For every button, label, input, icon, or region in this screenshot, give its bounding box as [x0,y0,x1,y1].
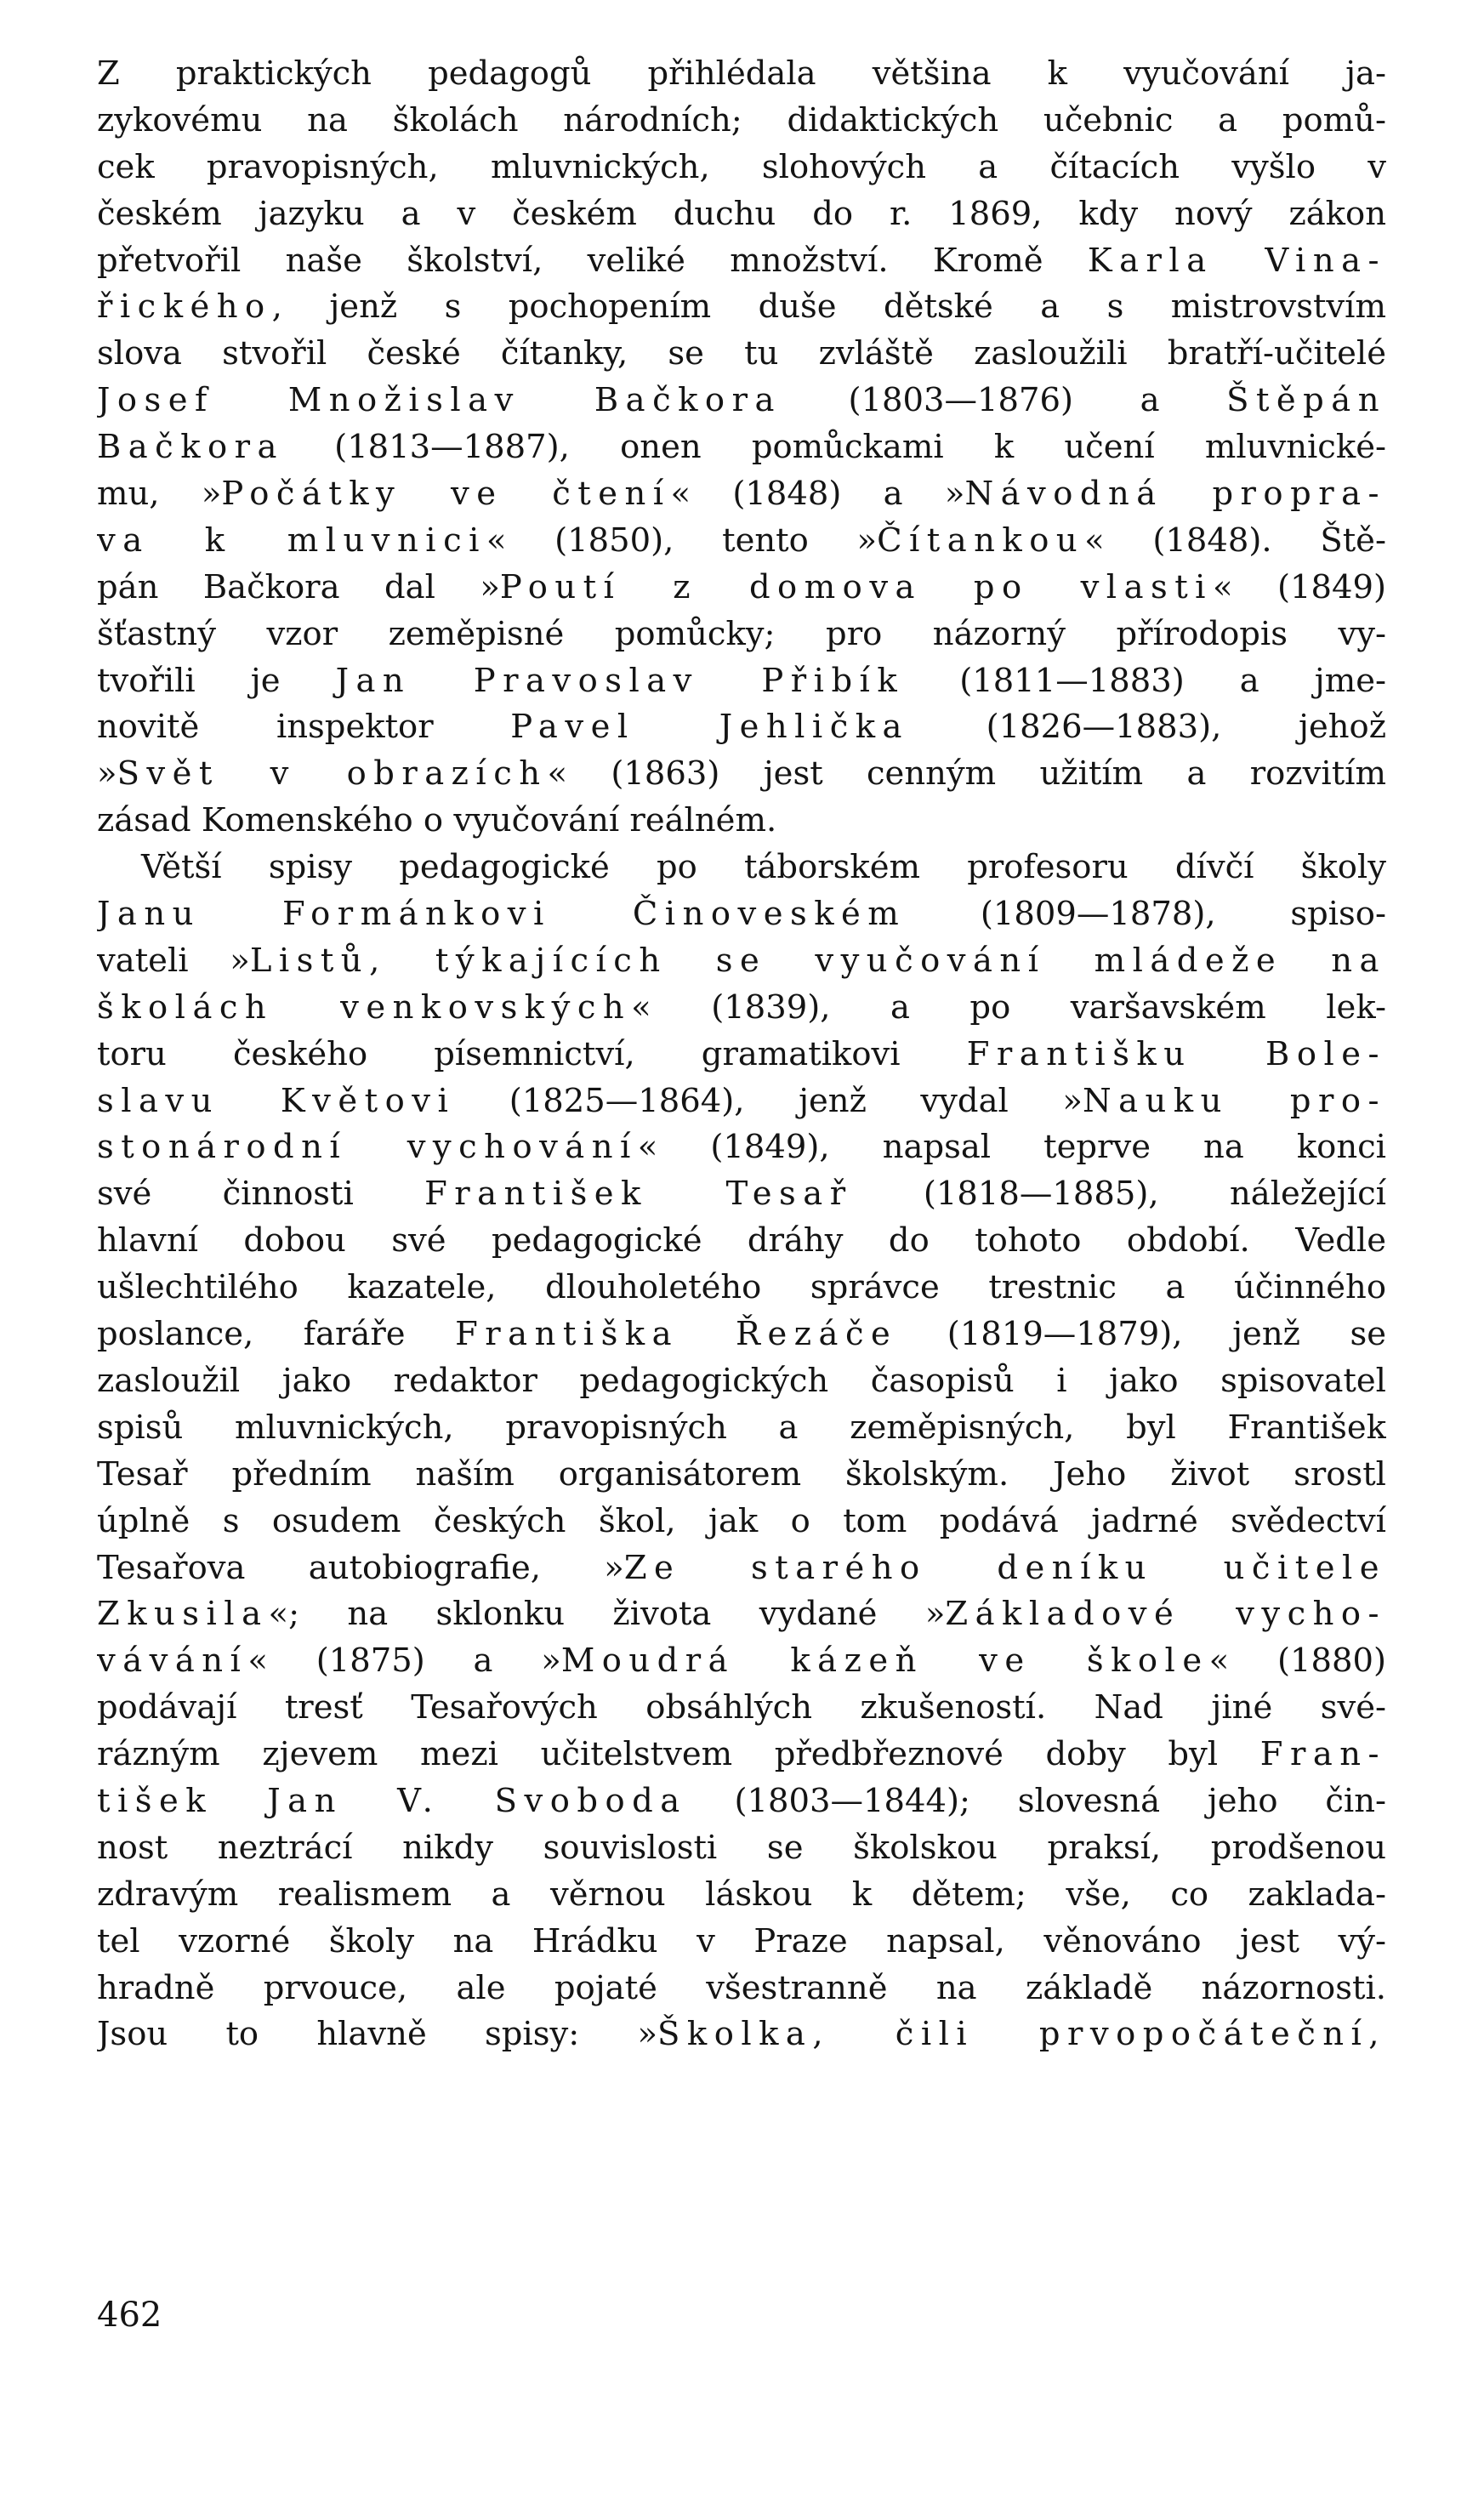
text-run: zykovému na školách národních; didaktických učebnic a pomů- [97,100,1386,139]
spaced-emphasis: slavu Květovi [97,1081,456,1120]
spaced-emphasis: Listů, týkajících se vyučování mládeže na [249,941,1386,980]
text-line [97,1825,1386,1872]
text-run: (1825—1864), jenž vydal » [455,1081,1083,1120]
text-run: spisů mluvnických, pravopisných a zeměpisných, byl František [97,1408,1386,1447]
text-run: novitě inspektor [97,708,511,747]
text-run: mu, » [97,475,222,514]
text-run: « (1848). Ště- [1084,521,1386,560]
text-line [97,378,1386,424]
text-run: « (1839), a po varšavském lek- [631,987,1386,1027]
text-run: » [97,754,117,794]
text-run: Z praktických pedagogů přihlédala většina k vyučování ja- [97,54,1386,93]
text-line [97,2011,1386,2058]
text-run: « (1848) a » [670,475,965,514]
spaced-emphasis: Jan Pravoslav Přibík [335,661,905,700]
text-line [97,1171,1386,1218]
text-run: šťastný vzor zeměpisné pomůcky; pro názorný přírodopis vy- [97,614,1386,653]
text-line [97,1499,1386,1545]
spaced-emphasis: řického [97,287,272,327]
text-line [97,1638,1386,1685]
text-block [97,51,1386,2058]
text-run: , jenž s pochopením duše dětské a s mistrovstvím [271,287,1386,327]
spaced-emphasis: Školka, čili prvopočáteční, [657,2015,1386,2054]
text-line [97,471,1386,518]
text-run: (1803—1876) a [781,381,1227,420]
spaced-emphasis: Návodná propra- [964,475,1386,514]
text-line [97,985,1386,1032]
spaced-emphasis: Františka Řezáče [455,1315,898,1354]
text-run: ušlechtilého kazatele, dlouholetého správce trestnic a účinného [97,1268,1386,1307]
text-run: « (1875) a » [247,1642,561,1681]
text-line [97,1872,1386,1919]
text-line [97,1685,1386,1732]
text-line [97,798,1386,845]
text-run: přetvořil naše školství, veliké množství. Kromě [97,241,1088,280]
text-run: hlavní dobou své pedagogické dráhy do tohoto období. Vedle [97,1221,1386,1260]
spaced-emphasis: vávání [97,1642,248,1681]
text-run: Jsou to hlavně spisy: » [97,2015,658,2054]
text-run: (1813—1887), onen pomůckami k učení mluvnické- [283,428,1386,467]
text-line [97,704,1386,751]
spaced-emphasis: Počátky ve čtení [221,475,671,514]
text-run: českém jazyku a v českém duchu do r. 1869, kdy nový zákon [97,194,1386,233]
text-run: toru českého písemnictví, gramatikovi [97,1034,967,1073]
text-run: « (1849), napsal teprve na konci [637,1128,1386,1167]
text-run: (1819—1879), jenž se [897,1315,1386,1354]
spaced-emphasis: Ze starého deníku učitele [623,1548,1386,1587]
spaced-emphasis: Františku Bole- [966,1034,1386,1073]
text-run: rázným zjevem mezi učitelstvem předbřeznové doby byl [97,1735,1260,1774]
text-line [97,1919,1386,1966]
text-run: tel vzorné školy na Hrádku v Praze napsal, věnováno jest vý- [97,1921,1386,1960]
text-run: Větší spisy pedagogické po táborském profesoru dívčí školy [141,848,1386,887]
spaced-emphasis: Svět v obrazích [117,754,548,794]
text-line [97,284,1386,331]
spaced-emphasis: Fran- [1259,1735,1386,1774]
text-run: (1809—1878), spiso- [906,895,1386,934]
text-line [97,1078,1386,1125]
text-run: slova stvořil české čítanky, se tu zvláště zasloužili bratří-učitelé [97,334,1386,373]
text-line [97,938,1386,985]
text-run: zdravým realismem a věrnou láskou k dětem; vše, co zaklada- [97,1875,1386,1914]
text-line [97,191,1386,238]
text-run: « (1850), tento » [486,521,878,560]
text-line [97,238,1386,285]
text-run: (1826—1883), jehož [908,708,1386,747]
spaced-emphasis: Nauku pro- [1082,1081,1386,1120]
text-line [97,1545,1386,1592]
text-run: vateli » [97,941,250,980]
text-run: zasloužil jako redaktor pedagogických časopisů i jako spisovatel [97,1361,1386,1400]
spaced-emphasis: Základové vycho- [945,1595,1386,1634]
text-run: Tesařova autobiografie, » [97,1548,624,1587]
text-run: zásad Komenského o vyučování reálném. [97,801,777,840]
page-number: 462 [97,2296,162,2335]
spaced-emphasis: Pavel Jehlička [510,708,909,747]
text-line [97,612,1386,658]
text-run: podávají tresť Tesařových obsáhlých zkušeností. Nad jiné své- [97,1688,1386,1727]
spaced-emphasis: Štěpán [1226,381,1386,420]
text-line [97,1358,1386,1405]
text-line [97,1778,1386,1825]
text-line [97,1452,1386,1499]
text-run: své činnosti [97,1175,425,1214]
text-line [97,891,1386,938]
text-line [97,845,1386,891]
text-line [97,1124,1386,1171]
text-line [97,1732,1386,1778]
text-run: cek pravopisných, mluvnických, slohových a čítacích vyšlo v [97,147,1386,186]
text-run: Tesař předním naším organisátorem školským. Jeho život srostl [97,1454,1386,1494]
text-line [97,1591,1386,1638]
text-run: nost neztrácí nikdy souvislosti se školskou praksí, prodšenou [97,1828,1386,1867]
text-line [97,658,1386,705]
text-line [97,1312,1386,1358]
spaced-emphasis: František Tesař [424,1175,853,1214]
spaced-emphasis: Čítankou [877,521,1085,560]
text-line [97,1218,1386,1265]
text-run: « (1849) [1212,567,1386,606]
text-line [97,145,1386,191]
spaced-emphasis: va k mluvnici [97,521,486,560]
text-run: (1803—1844); slovesná jeho čin- [686,1781,1386,1820]
spaced-emphasis: tišek Jan V. Svoboda [97,1781,687,1820]
spaced-emphasis: Moudrá kázeň ve škole [560,1642,1209,1681]
text-line [97,565,1386,612]
spaced-emphasis: Poutí z domova po vlasti [499,567,1213,606]
text-run: « (1863) jest cenným užitím a rozvitím [547,754,1386,794]
text-line [97,1032,1386,1078]
text-run: tvořili je [97,661,336,700]
spaced-emphasis: Janu Formánkovi Činoveském [97,895,907,934]
text-line [97,1265,1386,1312]
text-line [97,424,1386,471]
text-run: «; na sklonku života vydané » [268,1595,946,1634]
text-line [97,51,1386,98]
spaced-emphasis: Josef Množislav Bačkora [97,381,782,420]
text-line [97,1966,1386,2012]
spaced-emphasis: Bačkora [97,428,284,467]
text-run: « (1880) [1208,1642,1386,1681]
page-body [97,51,1386,2058]
paragraph [97,845,1386,2058]
text-run: hradně prvouce, ale pojaté všestranně na základě názornosti. [97,1968,1386,2007]
paragraph [97,51,1386,845]
text-line [97,331,1386,378]
text-run: pán Bačkora dal » [97,567,500,606]
text-line [97,1405,1386,1452]
text-line [97,518,1386,565]
spaced-emphasis: školách venkovských [97,987,632,1027]
spaced-emphasis: Zkusila [97,1595,269,1634]
spaced-emphasis: Karla Vina- [1087,241,1386,280]
text-run: poslance, faráře [97,1315,456,1354]
text-run: úplně s osudem českých škol, jak o tom podává jadrné svědectví [97,1501,1386,1540]
text-line [97,98,1386,145]
text-run: (1811—1883) a jme- [904,661,1386,700]
text-run: (1818—1885), náležející [852,1175,1386,1214]
text-line [97,751,1386,798]
spaced-emphasis: stonárodní vychování [97,1128,638,1167]
